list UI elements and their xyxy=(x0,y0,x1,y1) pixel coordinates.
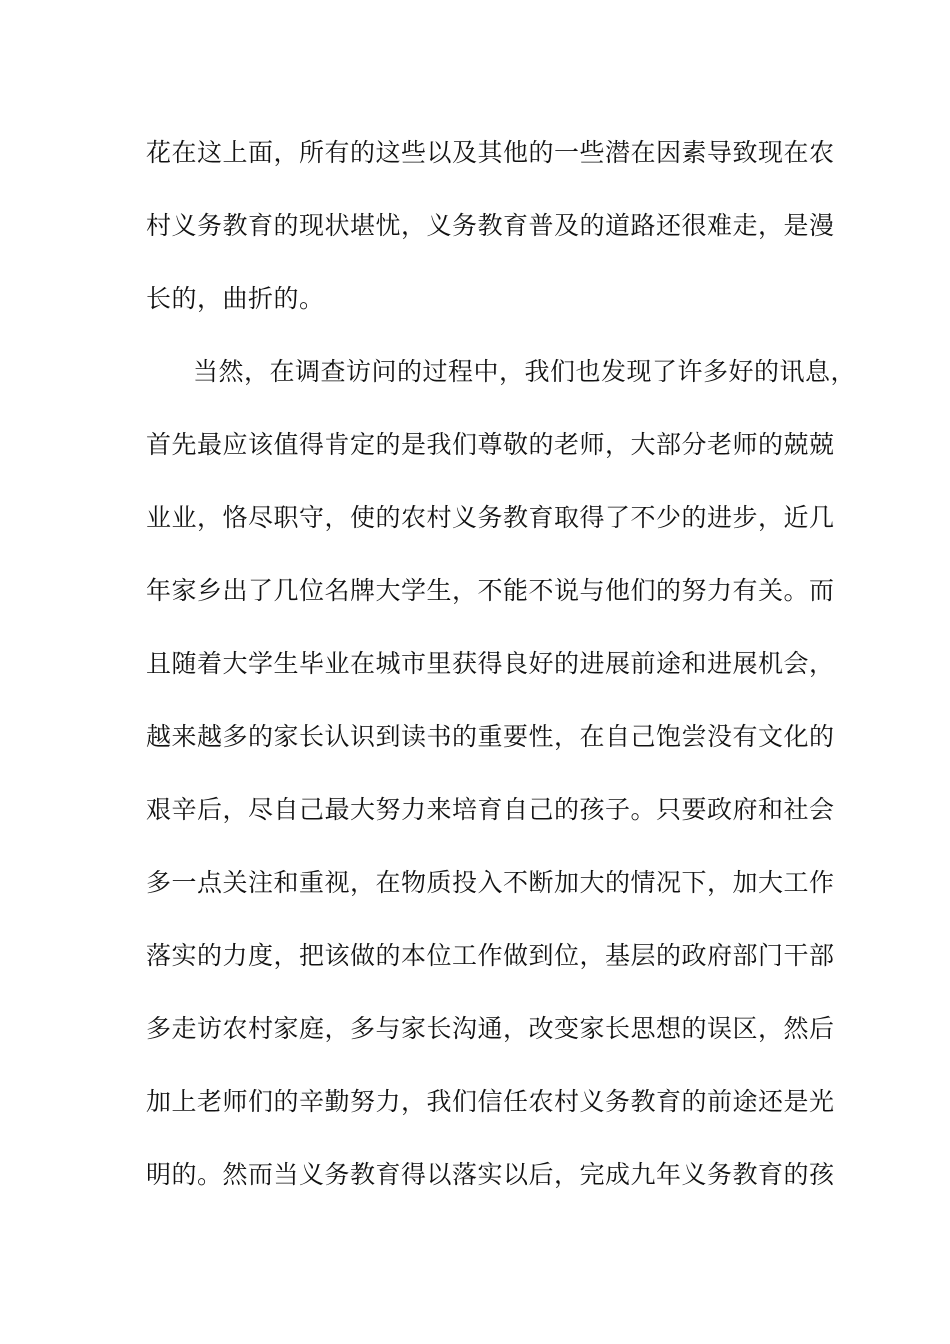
text-line-15: 明的。然而当义务教育得以落实以后，完成九年义务教育的孩 xyxy=(146,1160,835,1189)
text-line-12: 落实的力度，把该做的本位工作做到位，基层的政府部门干部 xyxy=(146,941,835,970)
text-line-10: 艰辛后，尽自己最大努力来培育自己的孩子。只要政府和社会 xyxy=(146,795,835,824)
text-line-3: 长的，曲折的。 xyxy=(146,284,325,313)
text-line-8: 且随着大学生毕业在城市里获得良好的进展前途和进展机会， xyxy=(146,649,835,678)
text-line-11: 多一点关注和重视，在物质投入不断加大的情况下，加大工作 xyxy=(146,868,835,897)
text-line-4-paragraph-start: 当然，在调查访问的过程中，我们也发现了许多好的讯息， xyxy=(193,357,857,386)
text-line-9: 越来越多的家长认识到读书的重要性，在自己饱尝没有文化的 xyxy=(146,722,835,751)
text-line-13: 多走访农村家庭，多与家长沟通，改变家长思想的误区，然后 xyxy=(146,1014,835,1043)
text-line-14: 加上老师们的辛勤努力，我们信任农村义务教育的前途还是光 xyxy=(146,1087,835,1116)
text-line-7: 年家乡出了几位名牌大学生，不能不说与他们的努力有关。而 xyxy=(146,576,835,605)
text-line-1: 花在这上面，所有的这些以及其他的一些潜在因素导致现在农 xyxy=(146,138,835,167)
text-line-5: 首先最应该值得肯定的是我们尊敬的老师，大部分老师的兢兢 xyxy=(146,430,835,459)
text-line-2: 村义务教育的现状堪忧，义务教育普及的道路还很难走，是漫 xyxy=(146,211,835,240)
text-line-6: 业业，恪尽职守，使的农村义务教育取得了不少的进步，近几 xyxy=(146,503,835,532)
